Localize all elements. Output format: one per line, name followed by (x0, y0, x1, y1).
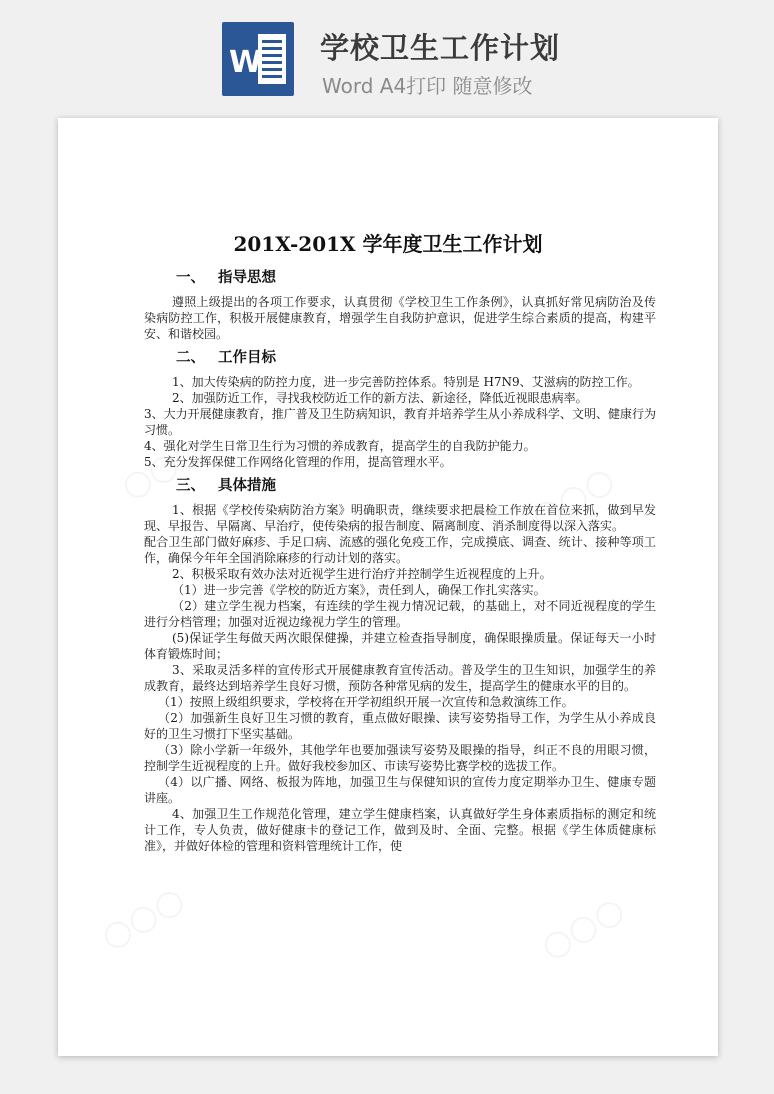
paragraph: (5)保证学生每做天两次眼保健操，并建立检查指导制度，确保眼操质量。保证每天一小时体育锻炼时间； (144, 631, 656, 661)
paragraph: 2、加强防近工作，寻找我校防近工作的新方法、新途径，降低近视眼患病率。 (172, 391, 588, 405)
paragraph: （1）进一步完善《学校的防近方案》，责任到人，确保工作扎实落实。 (172, 583, 546, 597)
section-number: 二、 (176, 350, 205, 366)
section-heading-text: 指导思想 (218, 270, 276, 286)
section-number: 一、 (176, 270, 205, 286)
banner-title: 学校卫生工作计划 (320, 31, 561, 65)
paragraph: 4、强化对学生日常卫生行为习惯的养成教育，提高学生的自我防护能力。 (144, 439, 536, 453)
preview-banner (0, 0, 774, 118)
section-heading-text: 工作目标 (218, 350, 276, 366)
document-page (58, 118, 718, 1056)
section-heading (144, 348, 656, 368)
section-heading-text: 具体措施 (218, 478, 276, 494)
word-document-icon (222, 22, 294, 96)
paragraph: 4、加强卫生工作规范化管理，建立学生健康档案，认真做好学生身体素质指标的测定和统计工作，专人负责，做好健康卡的登记工作，做到及时、全面、完整。根据《学生体质健康标准》，并做好体检的管理和资料管理统计工作，使 (144, 807, 656, 853)
watermark (534, 888, 631, 967)
paragraph: 3、大力开展健康教育，推广普及卫生防病知识，教育并培养学生从小养成科学、文明、健康行为习惯。 (144, 407, 656, 437)
section-heading (144, 476, 656, 496)
paragraph: （3）除小学新一年级外，其他学年也要加强读写姿势及眼操的指导，纠正不良的用眼习惯，控制学生近视程度的上升。做好我校参加区、市读写姿势比赛学校的选拔工作。 (144, 743, 656, 773)
section-number: 三、 (176, 478, 205, 494)
document-body (144, 262, 656, 854)
paragraph: 配合卫生部门做好麻疹、手足口病、流感的强化免疫工作，完成摸底、调查、统计、接种等项工作，确保今年年全国消除麻疹的行动计划的落实。 (144, 535, 656, 565)
banner-subtitle: Word A4打印 随意修改 (322, 74, 533, 98)
document-title: 201X-201X 学年度卫生工作计划 (233, 232, 543, 256)
paragraph: （4）以广播、网络、板报为阵地，加强卫生与保健知识的宣传力度定期举办卫生、健康专题讲座。 (144, 775, 656, 805)
paragraph: （2）建立学生视力档案，有连续的学生视力情况记载，的基础上，对不同近视程度的学生进行分档管理；加强对近视边缘视力学生的管理。 (144, 599, 656, 629)
paragraph: （1）按照上级组织要求，学校将在开学初组织开展一次宣传和急救演练工作。 (158, 695, 574, 709)
paragraph: 1、加大传染病的防控力度，进一步完善防控体系。特别是 H7N9、艾滋病的防控工作。 (172, 375, 640, 389)
svg-text:W: W (229, 45, 263, 80)
paragraph: （2）加强新生良好卫生习惯的教育，重点做好眼操、读写姿势指导工作，为学生从小养成良好的卫生习惯打下坚实基础。 (144, 711, 656, 741)
paragraph: 遵照上级提出的各项工作要求，认真贯彻《学校卫生工作条例》，认真抓好常见病防治及传染病防控工作，积极开展健康教育，增强学生自我防护意识，促进学生综合素质的提高，构建平安、和谐校园。 (144, 295, 656, 341)
paragraph: 2、积极采取有效办法对近视学生进行治疗并控制学生近视程度的上升。 (172, 567, 552, 581)
paragraph: 3、采取灵活多样的宣传形式开展健康教育宣传活动。普及学生的卫生知识，加强学生的养成教育，最终达到培养学生良好习惯，预防各种常见病的发生，提高学生的健康水平的目的。 (144, 663, 656, 693)
watermark (94, 878, 191, 957)
paragraph: 1、根据《学校传染病防治方案》明确职责，继续要求把晨检工作放在首位来抓，做到早发现、早报告、早隔离、早治疗，使传染病的报告制度、隔离制度、消杀制度得以深入落实。 (144, 503, 656, 533)
section-heading (144, 268, 656, 288)
paragraph: 5、充分发挥保健工作网络化管理的作用，提高管理水平。 (144, 455, 452, 469)
